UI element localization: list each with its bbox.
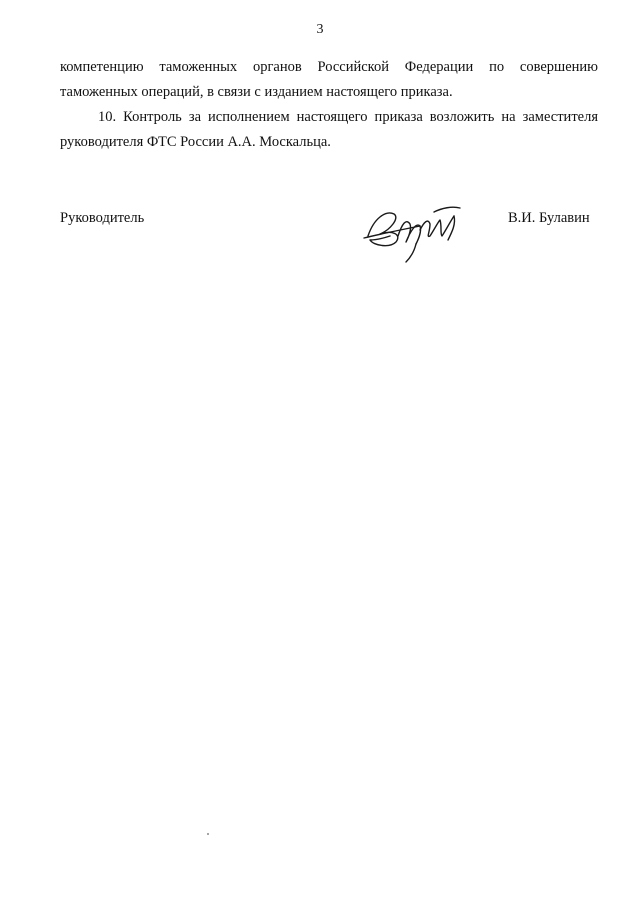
signatory-role: Руководитель [60,210,145,226]
signature-icon [360,196,470,266]
signatory-name: В.И. Булавин [508,210,590,226]
paragraph-continuation: компетенцию таможенных органов Российской Федерации по совершению таможенных операций, в связи с изданием настоящего приказа. [60,59,598,100]
paragraph-item-10: 10. Контроль за исполнением настоящего приказа возложить на заместителя руководителя ФТС России А.А. Москальца. [60,109,598,150]
scan-speck [207,833,209,835]
page-number: 3 [316,22,324,37]
